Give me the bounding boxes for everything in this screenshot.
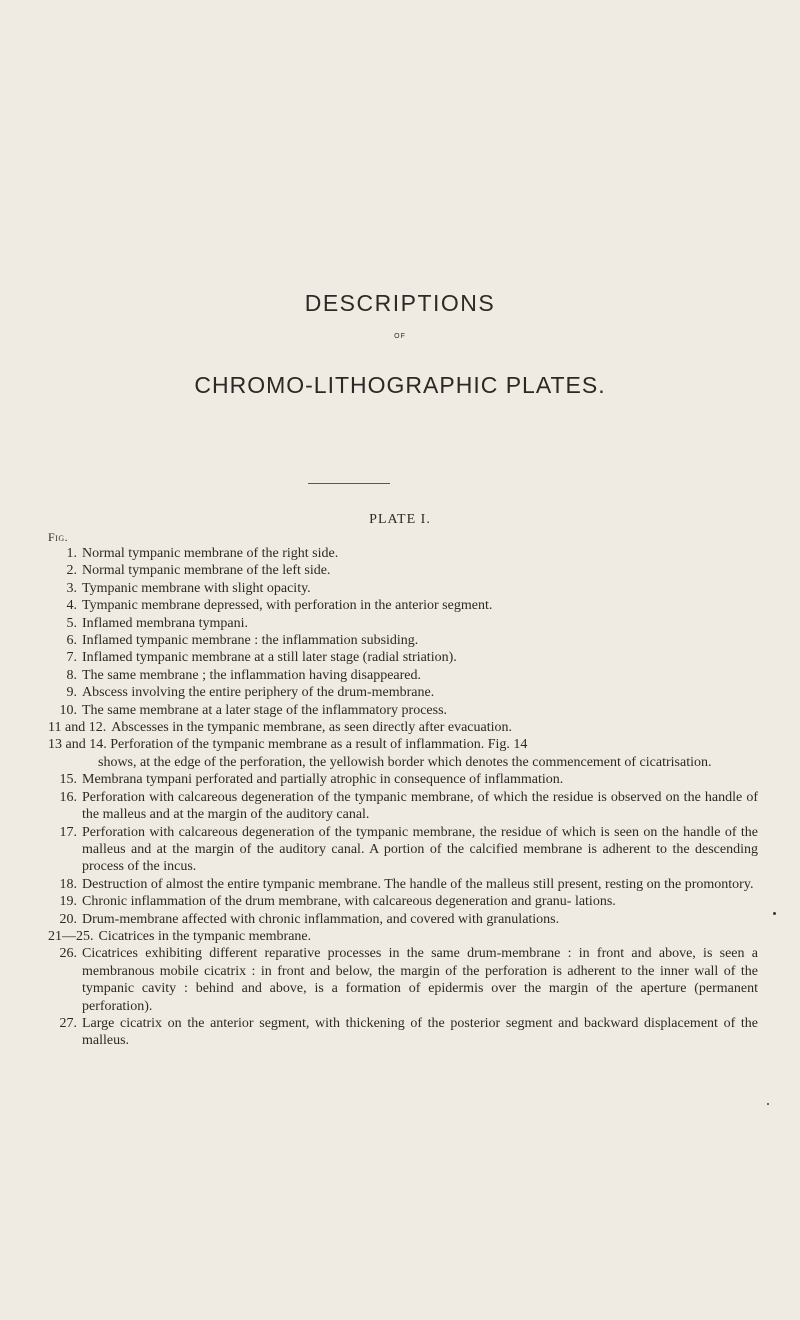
list-item	[52, 615, 758, 632]
list-item	[52, 684, 758, 701]
figure-number: 1.	[66, 546, 77, 561]
list-item	[52, 562, 758, 579]
list-item	[52, 789, 758, 824]
figure-number: 27.	[59, 1015, 77, 1031]
list-item	[52, 893, 758, 910]
list-item	[52, 824, 758, 876]
figure-description: Abscess involving the entire periphery of the drum-membrane.	[82, 685, 435, 701]
figure-description: Inflamed tympanic membrane at a still later stage (radial striation).	[82, 650, 457, 666]
list-item	[48, 928, 758, 945]
figure-description: Normal tympanic membrane of the right side.	[82, 546, 339, 561]
list-item	[52, 945, 758, 1015]
figure-description: Drum-membrane affected with chronic inflammation, and covered with granulations.	[82, 911, 560, 927]
figure-description: Large cicatrix on the anterior segment, with thickening of the posterior segment and backward displacement of the malleus.	[82, 1015, 758, 1049]
figure-number: 18.	[59, 876, 77, 892]
figure-number: 19.	[59, 894, 77, 910]
figure-number: 10.	[59, 702, 77, 718]
margin-speck	[767, 1103, 769, 1105]
figure-number: 7.	[66, 650, 77, 666]
figure-number: 6.	[66, 633, 77, 649]
figure-number: 26.	[59, 946, 77, 962]
list-item	[52, 649, 758, 666]
list-item	[52, 667, 758, 684]
figure-number: 13 and 14.	[48, 737, 107, 753]
figure-number: 16.	[59, 789, 77, 805]
figure-list	[48, 545, 758, 1050]
list-item	[52, 911, 758, 928]
list-item	[52, 1015, 758, 1050]
figure-description: Inflamed membrana tympani.	[82, 615, 248, 631]
margin-speck	[773, 912, 776, 915]
figure-description: The same membrane ; the inflammation having disappeared.	[82, 667, 421, 683]
title-connector: OF	[394, 333, 406, 340]
figure-description: Inflamed tympanic membrane : the inflammation subsiding.	[82, 633, 419, 649]
figure-description: Tympanic membrane with slight opacity.	[82, 580, 311, 596]
figure-description: Chronic inflammation of the drum membrane, with calcareous degeneration and granu- lations.	[82, 894, 616, 910]
figure-description: Tympanic membrane depressed, with perforation in the anterior segment.	[82, 598, 493, 614]
figure-number: 21—25.	[48, 928, 94, 944]
figure-description-continued: shows, at the edge of the perforation, the yellowish border which denotes the commencement of cicatrisation.	[98, 754, 712, 770]
figure-number: 8.	[66, 667, 77, 683]
figure-description: Membrana tympani perforated and partially atrophic in consequence of inflammation.	[82, 772, 564, 788]
figure-description: Destruction of almost the entire tympanic membrane. The handle of the malleus still present, resting on the promontory.	[82, 876, 754, 892]
figure-description: Perforation with calcareous degeneration of the tympanic membrane, the residue of which is seen on the handle of the malleus and at the margin of the auditory canal. A portion of the calcified membrane is adherent to the descending process of the incus.	[82, 824, 758, 875]
list-item	[52, 632, 758, 649]
figure-number: 3.	[66, 580, 77, 596]
figure-number: 15.	[59, 772, 77, 788]
figure-description: Cicatrices in the tympanic membrane.	[98, 928, 312, 944]
page-title: DESCRIPTIONS	[304, 290, 496, 316]
figure-description: Perforation of the tympanic membrane as a result of inflammation. Fig. 14	[110, 737, 528, 753]
figure-first-line	[48, 736, 758, 753]
figure-number: 9.	[66, 685, 77, 701]
figure-number: 20.	[59, 911, 77, 927]
figure-number: 2.	[66, 563, 77, 579]
list-item	[52, 545, 758, 562]
list-item	[52, 876, 758, 893]
figure-description: Cicatrices exhibiting different reparative processes in the same drum-membrane : in front and above, is seen a membranous mobile cicatrix : in front and below, the margin of the perforation is adherent to the inner wall of the tympanic cavity : behind and above, is a formation of epidermis over the margin of the aperture (permanent perforation).	[82, 946, 758, 1014]
list-item	[48, 736, 758, 771]
list-item	[48, 719, 758, 736]
figure-description: Normal tympanic membrane of the left side.	[82, 563, 331, 579]
list-item	[52, 702, 758, 719]
fig-column-label: Fig.	[48, 530, 69, 544]
figure-number: 5.	[66, 615, 77, 631]
figure-number: 17.	[59, 824, 77, 840]
list-item	[52, 597, 758, 614]
figure-description: Abscesses in the tympanic membrane, as seen directly after evacuation.	[111, 720, 512, 736]
title-divider	[308, 483, 390, 484]
figure-description: Perforation with calcareous degeneration of the tympanic membrane, of which the residue is observed on the handle of the malleus and at the margin of the auditory canal.	[82, 789, 758, 823]
list-item	[52, 580, 758, 597]
plate-heading: PLATE I.	[369, 512, 431, 527]
page-subtitle: CHROMO-LITHOGRAPHIC PLATES.	[194, 372, 606, 398]
list-item	[52, 771, 758, 788]
figure-number: 4.	[66, 598, 77, 614]
figure-number: 11 and 12.	[48, 720, 107, 736]
figure-description: The same membrane at a later stage of the inflammatory process.	[82, 702, 448, 718]
